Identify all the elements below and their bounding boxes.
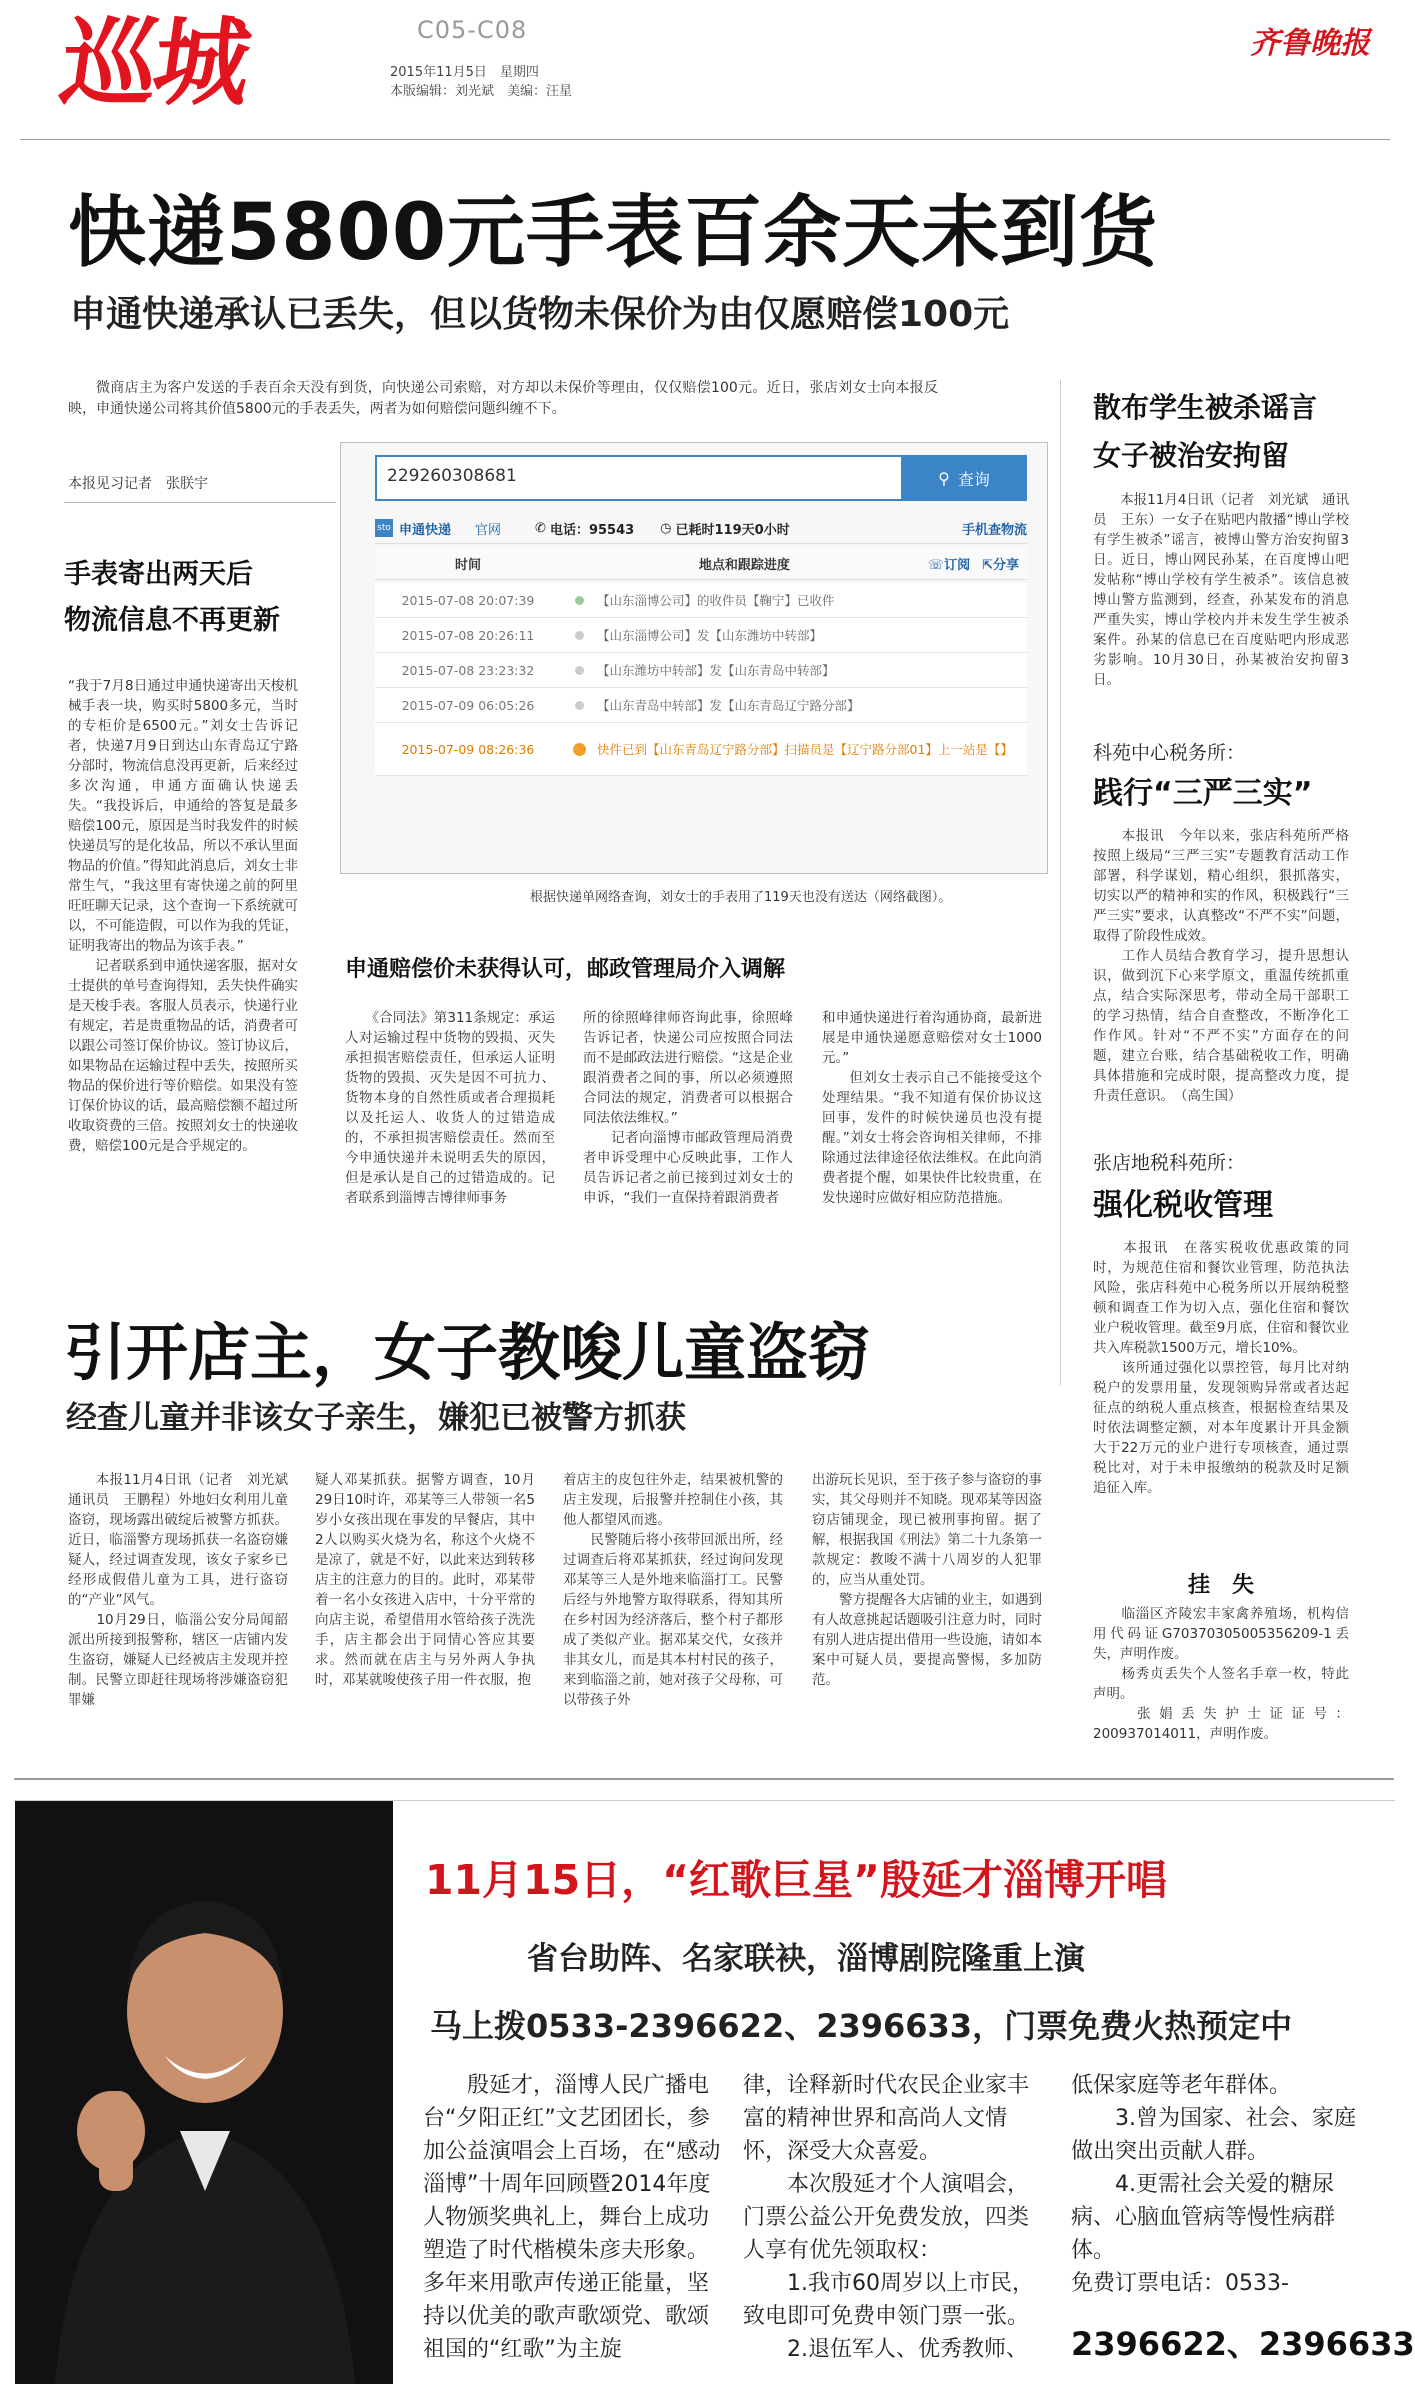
ad-tagline-1: 省台助阵、名家联袂，淄博剧院隆重上演 [527,1941,1085,1977]
col-detail-header: 地点和跟踪进度 [698,557,790,573]
lead-byline: 本报见习记者 张朕宇 [68,476,208,492]
sidebar-item-4-title: 挂 失 [1187,1573,1254,1598]
search-icon: ⚲ [938,468,950,488]
lead-column-4: 和申通快递进行着沟通协商，最新进展是申通快递愿意赔偿对女士1000元。” 但刘女士表示自己不能接受这个处理结果。“我不知道有保价协议这回事，发件的时候快递员也没有提醒。”刘女士将会咨询相关律师，不排除通过法律途径依法维权。在此向消费者提个醒，如果快件比较贵重，在发快递时应做好相应防范措施。 [822,1010,1042,1206]
section-logo-text: 巡城 [54,7,254,119]
tracking-row: 2015-07-09 06:05:26 【山东青岛中转部】发【山东青岛辽宁路分部】 [375,688,1027,723]
lead-headline: 快递5800元手表百余天未到货 [68,188,1159,278]
col-time-header: 时间 [454,557,481,573]
status-dot-icon [575,631,584,640]
status-dot-icon [575,701,584,710]
search-button-label: 查询 [957,469,990,489]
tracking-row-latest: 2015-07-09 08:26:36 快件已到【山东青岛辽宁路分部】扫描员是【辽宁路分部01】上一站是【】 [375,723,1027,776]
page-range: C05-C08 [417,16,528,44]
tracking-number-input[interactable]: 229260308681 [387,466,517,486]
sidebar-item-2-kicker: 科苑中心税务所： [1093,742,1246,764]
status-dot-icon [575,596,584,605]
singer-portrait-image [15,1801,393,2384]
tracking-table [375,583,1027,776]
lead-sub-head: 申通赔偿价未获得认可，邮政管理局介入调解 [345,957,786,982]
tracking-row: 2015-07-08 20:07:39 【山东淄博公司】的收件员【鞠宁】已收件 [375,583,1027,618]
masthead [0,0,1409,140]
phone-icon: ✆ [535,520,546,536]
tracking-screenshot [340,442,1048,874]
tracking-row: 2015-07-08 20:26:11 【山东淄博公司】发【山东潍坊中转部】 [375,618,1027,653]
ad-block [15,1800,1415,2384]
sidebar-item-1-body: 本报11月4日讯（记者 刘光斌 通讯员 王东）一女子在贴吧内散播“博山学校有学生被杀”谣言，被博山警方治安拘留3日。近日，博山网民孙某，在百度博山吧发帖称“博山学校有学生被杀”。该信息被博山警方监测到，经查，孙某发布的消息严重失实，博山学校内并未发生学生被杀案件。孙某的信息已在百度贴吧内形成恶劣影响。10月30日，孙某被治安拘留3日。 [1093,492,1349,688]
screenshot-caption: 根据快递单网络查询，刘女士的手表用了119天也没有送达（网络截图）。 [530,890,952,905]
sidebar-item-3-kicker: 张店地税科苑所： [1093,1152,1246,1174]
sidebar-item-2-title: 践行“三严三实” [1093,776,1313,811]
ad-column-2: 律，诠释新时代农民企业家丰富的精神世界和高尚人文情怀，深受大众喜爱。 本次殷延才个人演唱会，门票公益公开免费发放，四类人享有优先领取权： 1.我市60周岁以上市民，致电即可免费申领门票一张。 2.退伍军人、优秀教师、 [743,2073,1034,2362]
share-icon: ⇱ [982,557,993,573]
subscribe-link[interactable]: ☏订阅 [927,557,971,573]
sidebar-item-4-body: 临淄区齐陵宏丰家禽养殖场，机构信用代码证G70370305005356209-1丢失，声明作废。 杨秀贞丢失个人签名手章一枚，特此声明。 张娟丢失护士证证号：200937014011，声明作废。 [1093,1606,1349,1742]
sidebar-item-3-title: 强化税收管理 [1093,1188,1273,1223]
clock-icon: ◷ [660,520,672,536]
story2-column-3: 着店主的皮包往外走，结果被机警的店主发现，后报警并控制住小孩，其他人都望风而逃。 民警随后将小孩带回派出所，经过调查后将邓某抓获，经过询问发现邓某等三人是外地来临淄打工。民警后经与外地警方取得联系，得知其所在乡村因为经济落后，整个村子都形成了类似产业。据邓某交代，女孩并非其女儿，而是其本村村民的孩子，来到临淄之前，她对孩子父母称，可以带孩子外 [563,1472,783,1708]
story2-column-1: 本报11月4日讯（记者 刘光斌 通讯员 王鹏程）外地妇女利用儿童盗窃，现场露出破绽后被警方抓获。近日，临淄警方现场抓获一名盗窃嫌疑人，经过调查发现，该女子家乡已经形成假借儿童为工具，进行盗窃的“产业”风气。 10月29日，临淄公安分局闻韶派出所接到报警称，辖区一店铺内发生盗窃，嫌疑人已经被店主发现并控制。民警立即赶往现场将涉嫌盗窃犯罪嫌 [68,1472,288,1708]
official-site-link[interactable]: 官网 [475,522,502,538]
story2-subheadline: 经查儿童并非该女子亲生，嫌犯已被警方抓获 [66,1400,686,1436]
mobile-tracking-link[interactable]: 手机查物流 [961,522,1027,538]
ad-column-3: 低保家庭等老年群体。 3.曾为国家、社会、家庭做出突出贡献人群。 4.更需社会关爱的糖尿病、心脑血管病等慢性病群体。 免费订票电话：0533- [1071,2073,1356,2296]
sidebar-item-1-title: 散布学生被杀谣言 女子被治安拘留 [1093,391,1318,472]
carrier-name: 申通快递 [399,522,452,538]
ad-phone-numbers: 2396622、2396633 [1071,2325,1415,2363]
subscribe-icon: ☏ [927,557,945,573]
search-button[interactable] [901,455,1027,501]
lead-column-2: 《合同法》第311条规定：承运人对运输过程中货物的毁损、灭失承担损害赔偿责任，但承运人证明货物的毁损、灭失是因不可抗力、货物本身的自然性质或者合理损耗以及托运人、收货人的过错造成的，不承担损害赔偿责任。然而至今申通快递并未说明丢失的原因，但是承认是自己的过错造成的。记者联系到淄博吉博律师事务 [345,1010,555,1206]
lead-column-1: “我于7月8日通过申通快递寄出天梭机械手表一块，购买时5800多元，当时的专柜价是6500元。”刘女士告诉记者，快递7月9日到达山东青岛辽宁路分部时，物流信息没再更新，后来经过多次沟通，申通方面确认快递丢失。“我投诉后，申通给的答复是最多赔偿100元，原因是当时我发件的时候快递员写的是化妆品，所以不承认里面物品的价值。”得知此消息后，刘女士非常生气，“我这里有寄快递之前的阿里旺旺聊天记录，这个查询一下系统就可以，不可能造假，可以作为我的凭证，证明我寄出的物品为该手表。” 记者联系到申通快递客服，据对女士提供的单号查询得知，丢失快件确实是天梭手表。客服人员表示，快递行业有规定，若是贵重物品的话，消费者可以跟公司签订保价协议。签订协议后，如果物品在运输过程中丢失，按照所买物品的保价进行等价赔偿。如果没有签订保价协议的话，最高赔偿额不超过所收取资费的三倍。按照刘女士的快递收费，赔偿100元是合乎规定的。 [68,678,298,1154]
share-link[interactable]: ⇱分享 [982,557,1019,573]
story2-column-4: 出游玩长见识，至于孩子参与盗窃的事实，其父母则并不知晓。现邓某等因盗窃店铺现金，现已被刑事拘留。据了解，根据我国《刑法》第二十九条第一款规定：教唆不满十八周岁的人犯罪的，应当从重处罚。 警方提醒各大店铺的业主，如遇到有人故意挑起话题吸引注意力时，同时有别人进店提出借用一些设施，请如本案中可疑人员，要提高警惕，多加防范。 [812,1472,1042,1688]
issue-date: 2015年11月5日 星期四 [390,65,539,80]
ad-portrait [15,1801,393,2384]
newspaper-name: 齐鲁晚报 [1250,26,1370,61]
status-dot-icon [573,743,586,756]
section-logo [54,7,362,119]
lead-subheadline: 申通快递承认已丢失，但以货物未保价为由仅愿赔偿100元 [70,294,1010,335]
elapsed-time: 已耗时119天0小时 [675,522,790,538]
sidebar-item-2-body: 本报讯 今年以来，张店科苑所严格按照上级局“三严三实”专题教育活动工作部署，科学谋划，精心组织，狠抓落实，切实以严的精神和实的作风，积极践行“三严三实”要求，认真整改“不严不实”问题，取得了阶段性成效。 工作人员结合教育学习，提升思想认识，做到沉下心来学原文，重温传统抓重点，结合实际深思考，带动全局干部职工的学习热情，结合自查整改，不断净化工作作风。针对“不严不实”方面存在的问题，建立台账，结合基础税收工作，明确具体措施和完成时限，提高整改力度，提升责任意识。 （高生国） [1093,828,1349,1104]
carrier-logo-icon: sto [375,519,393,537]
carrier-phone: 电话：95543 [549,522,635,538]
story2-headline: 引开店主，女子教唆儿童盗窃 [64,1316,871,1389]
ad-tagline-2: 马上拨0533-2396622、2396633，门票免费火热预定中 [430,2007,1293,2045]
lead-column-3: 所的徐照峰律师咨询此事，徐照峰告诉记者，快递公司应按照合同法而不是邮政法进行赔偿。“这是企业跟消费者之间的事，所以必须遵照合同法的规定，消费者可以根据合同法依法维权。” 记者向淄博市邮政管理局消费者申诉受理中心反映此事，工作人员告诉记者之前已接到过刘女士的申诉，“我们一直保持着跟消费者 [583,1010,793,1206]
status-dot-icon [575,666,584,675]
tracking-row: 2015-07-08 23:23:32 【山东潍坊中转部】发【山东青岛中转部】 [375,653,1027,688]
story2-column-2: 疑人邓某抓获。据警方调查，10月29日10时许，邓某等三人带领一名5岁小女孩出现在事发的早餐店，其中2人以购买火烧为名，称这个火烧不是凉了，就是不好，以此来达到转移店主的注意力的目的。此时，邓某带着一名小女孩进入店中，十分平常的向店主说，希望借用水管给孩子洗洗手，店主都会出于同情心答应其要求。然而就在店主与另外两人争执时，邓某就唆使孩子用一件衣服，抱 [315,1472,535,1688]
lead-section-head: 手表寄出两天后 物流信息不再更新 [64,559,280,636]
lead-intro: 微商店主为客户发送的手表百余天没有到货，向快递公司索赔，对方却以未保价等理由，仅仅赔偿100元。近日，张店刘女士向本报反映，申通快递公司将其价值5800元的手表丢失，两者为如何赔偿问题纠缠不下。 [68,380,938,417]
sidebar-item-3-body: 本报讯 在落实税收优惠政策的同时，为规范住宿和餐饮业管理，防范执法风险，张店科苑中心税务所以开展纳税整顿和调查工作为切入点，强化住宿和餐饮业户税收管理。截至9月底，住宿和餐饮业共入库税款1500万元，增长10%。 该所通过强化以票控管，每月比对纳税户的发票用量，发现领购异常或者达起征点的纳税人重点核查，根据检查结果及时依法调整定额，对本年度累计开具金额大于22万元的业户进行专项核查，通过票税比对，对于未申报缴纳的税款及时足额追征入库。 [1093,1240,1349,1496]
ad-column-1: 殷延才，淄博人民广播电台“夕阳正红”文艺团团长，参加公益演唱会上百场，在“感动淄博”十周年回顾暨2014年度人物颁奖典礼上，舞台上成功塑造了时代楷模朱彦夫形象。多年来用歌声传递正能量，坚持以优美的歌声歌颂党、歌颂祖国的“红歌”为主旋 [423,2073,721,2362]
editors: 本版编辑：刘光斌 美编：汪星 [390,84,573,99]
ad-title: 11月15日，“红歌巨星”殷延才淄博开唱 [425,1856,1168,1904]
